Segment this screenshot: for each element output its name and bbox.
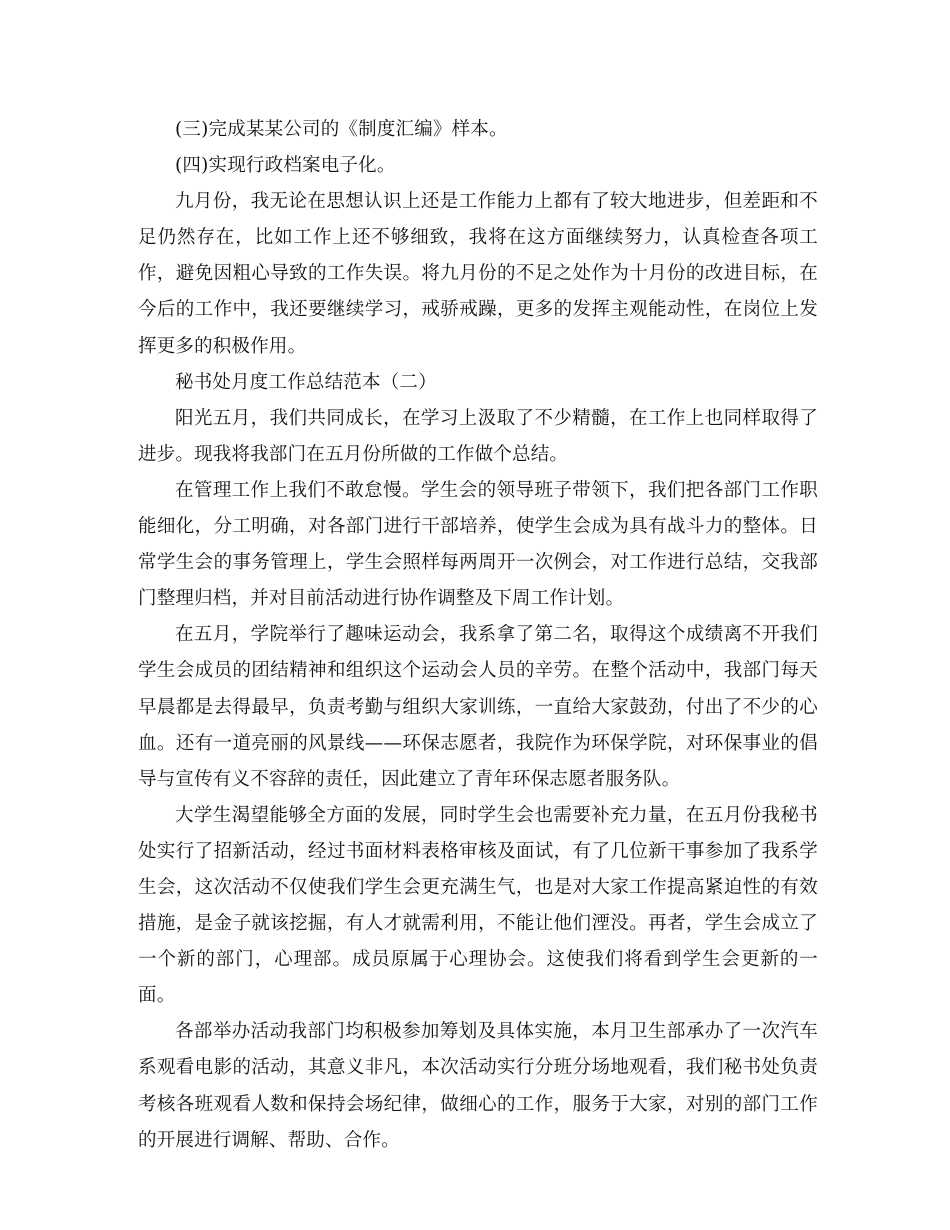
paragraph-sports-meet: 在五月，学院举行了趣味运动会，我系拿了第二名，取得这个成绩离不开我们学生会成员的团结精神和组织这个运动会人员的辛劳。在整个活动中，我部门每天早晨都是去得最早，负责考勤与组织大家训练，一直给大家鼓劲，付出了不少的心血。还有一道亮丽的风景线——环保志愿者，我院作为环保学院，对环保事业的倡导与宣传有义不容辞的责任，因此建立了青年环保志愿者服务队。 (138, 624, 818, 790)
paragraph-management: 在管理工作上我们不敢怠慢。学生会的领导班子带领下，我们把各部门工作职能细化，分工明确，对各部门进行干部培养，使学生会成为具有战斗力的整体。日常学生会的事务管理上，学生会照样每两周开一次例会，对工作进行总结，交我部门整理归档，并对目前活动进行协作调整及下周工作计划。 (138, 479, 818, 610)
paragraph-september-summary: 九月份，我无论在思想认识上还是工作能力上都有了较大地进步，但差距和不足仍然存在，比如工作上还不够细致，我将在这方面继续努力，认真检查各项工作，避免因粗心导致的工作失误。将九月份的不足之处作为十月份的改进目标，在今后的工作中，我还要继续学习，戒骄戒躁，更多的发挥主观能动性，在岗位上发挥更多的积极作用。 (138, 191, 818, 357)
list-item-four: (四)实现行政档案电子化。 (175, 155, 396, 177)
section-heading: 秘书处月度工作总结范本（二） (175, 371, 437, 393)
document-body (138, 112, 818, 1159)
paragraph-may-intro: 阳光五月，我们共同成长，在学习上汲取了不少精髓，在工作上也同样取得了进步。现我将我部门在五月份所做的工作做个总结。 (138, 407, 818, 465)
paragraph-recruitment: 大学生渴望能够全方面的发展，同时学生会也需要补充力量，在五月份我秘书处实行了招新活动，经过书面材料表格审核及面试，有了几位新干事参加了我系学生会，这次活动不仅使我们学生会更充满生气，也是对大家工作提高紧迫性的有效措施，是金子就该挖掘，有人才就需利用，不能让他们湮没。再者，学生会成立了一个新的部门，心理部。成员原属于心理协会。这使我们将看到学生会更新的一面。 (138, 804, 818, 1007)
paragraph-activities: 各部举办活动我部门均积极参加筹划及具体实施，本月卫生部承办了一次汽车系观看电影的活动，其意义非凡，本次活动实行分班分场地观看，我们秘书处负责考核各班观看人数和保持会场纪律，做细心的工作，服务于大家，对别的部门工作的开展进行调解、帮助、合作。 (138, 1021, 818, 1151)
list-item-three: (三)完成某某公司的《制度汇编》样本。 (175, 119, 508, 140)
